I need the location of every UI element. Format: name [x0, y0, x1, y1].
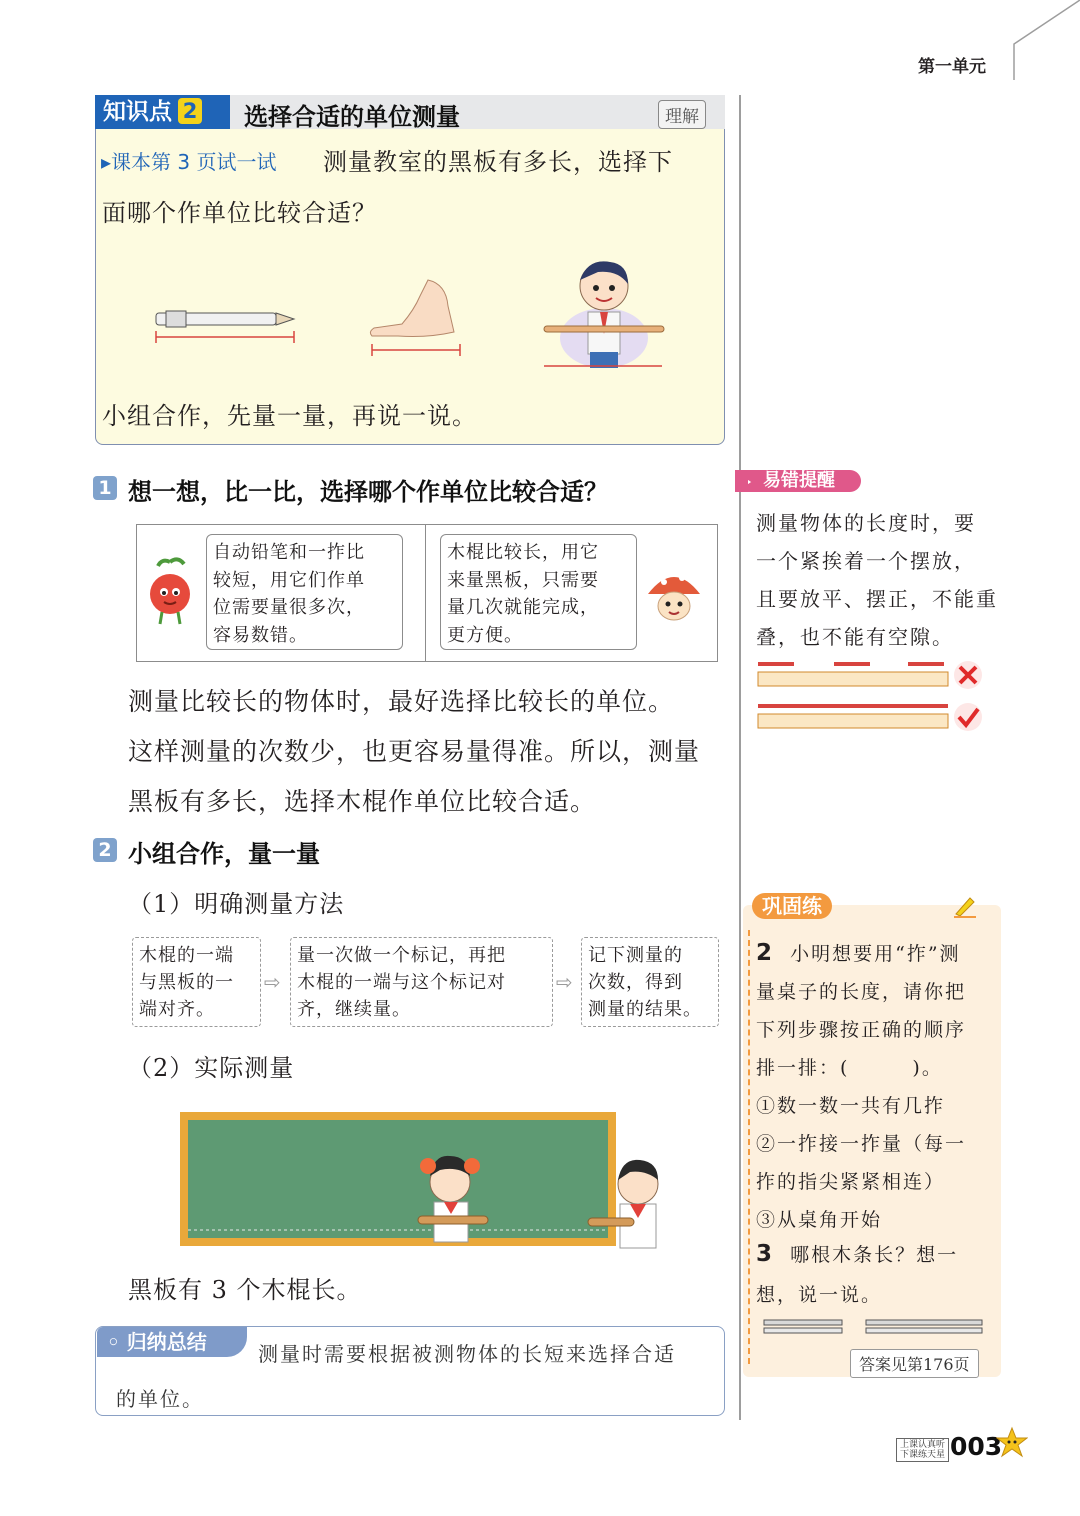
practice-q2-line	[756, 939, 961, 966]
measure-result: 黑板有 3 个木棍长。	[128, 1276, 362, 1304]
bubble-right-line: 木棍比较长，用它	[447, 542, 599, 563]
practice-q2-option: ③从桌角开始	[756, 1209, 883, 1231]
footer-slogan	[896, 1438, 949, 1462]
conclusion-line: 测量比较长的物体时，最好选择比较长的单位。	[128, 687, 675, 716]
step-line: 次数，得到	[588, 972, 683, 993]
page-number: 003	[950, 1432, 1003, 1461]
step-line: 端对齐。	[139, 999, 215, 1020]
warning-line: 叠，也不能有空隙。	[756, 625, 954, 649]
q3-text: 哪根木条长？想一	[790, 1244, 959, 1266]
knowledge-point-title: 选择合适的单位测量	[244, 103, 460, 131]
actual-measure-subtitle: （2）实际测量	[128, 1054, 295, 1082]
conclusion-line: 这样测量的次数少，也更容易量得准。所以，测量	[128, 737, 701, 766]
bubble-right-line: 量几次就能完成，	[447, 597, 599, 618]
chalkboard-illustration	[178, 1110, 678, 1260]
practice-tag: 巩固练	[752, 893, 832, 919]
summary-line2: 的单位。	[116, 1387, 204, 1411]
section2-title: 小组合作，量一量	[128, 840, 320, 868]
summary-tag-text: 归纳总结	[126, 1330, 207, 1354]
practice-q2-line: 量桌子的长度，请你把	[756, 981, 967, 1003]
measuring-examples-illustration	[754, 656, 994, 736]
bubble-right-line: 来量黑板，只需要	[447, 569, 599, 591]
method-subtitle: （1）明确测量方法	[128, 890, 345, 918]
step-line: 木棍的一端	[139, 945, 234, 966]
step-line: 测量的结果。	[588, 999, 702, 1020]
tomato-character	[140, 556, 200, 628]
section1-number: 1	[93, 476, 117, 500]
step-arrow-icon: ⇨	[556, 970, 573, 994]
step-line: 齐，继续量。	[297, 999, 411, 1020]
step-3-box	[581, 937, 719, 1027]
step-1-box	[132, 937, 261, 1027]
pointing-hand-icon	[733, 472, 755, 492]
group-task: 小组合作，先量一量，再说一说。	[102, 402, 477, 430]
pencil-illustration	[152, 305, 302, 345]
section2-number: 2	[93, 838, 117, 862]
knowledge-point-level-badge: 理解	[658, 100, 706, 129]
bubble-left-line: 位需要量很多次，	[213, 597, 365, 618]
try-question-line2: 面哪个作单位比较合适？	[102, 199, 377, 227]
q2-number: 2	[756, 940, 775, 966]
q3-number: 3	[756, 1241, 775, 1267]
conclusion-line: 黑板有多长，选择木棍作单位比较合适。	[128, 787, 597, 816]
footer-slogan-line: 上课认真听	[900, 1440, 946, 1450]
mistake-warning-tag-text: 易错提醒	[763, 470, 835, 491]
practice-q2-option: ②一拃接一拃量（每一	[756, 1133, 967, 1155]
unit-label: 第一单元	[918, 57, 986, 77]
warning-line: 测量物体的长度时，要	[756, 511, 976, 535]
pencil-icon	[952, 894, 978, 918]
speech-bubble-left	[206, 534, 403, 650]
mushroom-character	[644, 566, 704, 626]
wooden-strips-illustration	[762, 1316, 988, 1338]
knowledge-point-number: 2	[178, 98, 202, 124]
knowledge-point-tag-text: 知识点	[103, 99, 172, 125]
practice-q3-line: 想，说一说。	[756, 1284, 883, 1306]
summary-tag	[97, 1327, 247, 1357]
warning-line: 一个紧挨着一个摆放，	[756, 549, 976, 573]
bubble-left-line: 自动铅笔和一拃比	[213, 542, 365, 563]
bubble-left-line: 较短，用它们作单	[213, 569, 365, 591]
practice-q2-line: 下列步骤按正确的顺序	[756, 1019, 967, 1041]
speech-bubble-right	[440, 534, 637, 650]
practice-q2-answer-blank[interactable]: 排一排：( )。	[756, 1057, 943, 1079]
warning-line: 且要放平、摆正，不能重	[756, 587, 998, 611]
practice-q2-option: ①数一数一共有几拃	[756, 1095, 946, 1117]
practice-q3-line	[756, 1240, 958, 1267]
try-question-line1: 测量教室的黑板有多长，选择下	[323, 148, 673, 176]
circle-icon: ◦	[107, 1330, 127, 1354]
step-line: 量一次做一个标记，再把	[297, 945, 506, 966]
star-mascot-icon	[996, 1426, 1028, 1462]
boy-with-stick-illustration	[538, 254, 668, 378]
q2-text: 小明想要用“拃”测	[790, 943, 961, 965]
textbook-source: ▸课本第 3 页试一试	[101, 150, 277, 174]
practice-dashed-edge	[748, 930, 752, 1364]
step-line: 记下测量的	[588, 945, 683, 966]
column-divider	[739, 95, 741, 1420]
practice-q2-option: 拃的指尖紧紧相连）	[756, 1171, 946, 1193]
bubble-right-line: 更方便。	[447, 624, 523, 646]
bubble-left-line: 容易数错。	[213, 624, 308, 646]
step-2-box	[290, 937, 553, 1027]
step-line: 木棍的一端与这个标记对	[297, 972, 506, 993]
section1-title: 想一想，比一比，选择哪个作单位比较合适？	[128, 478, 608, 506]
knowledge-point-tag	[95, 95, 230, 129]
page-corner-decoration	[1000, 0, 1080, 80]
footer-slogan-line: 下课练天星	[900, 1450, 946, 1460]
hand-span-illustration	[368, 276, 468, 356]
step-line: 与黑板的一	[139, 972, 234, 993]
summary-line1: 测量时需要根据被测物体的长短来选择合适	[258, 1342, 676, 1366]
dialog-divider	[425, 524, 426, 662]
answer-reference: 答案见第176页	[850, 1349, 979, 1378]
step-arrow-icon: ⇨	[264, 970, 281, 994]
